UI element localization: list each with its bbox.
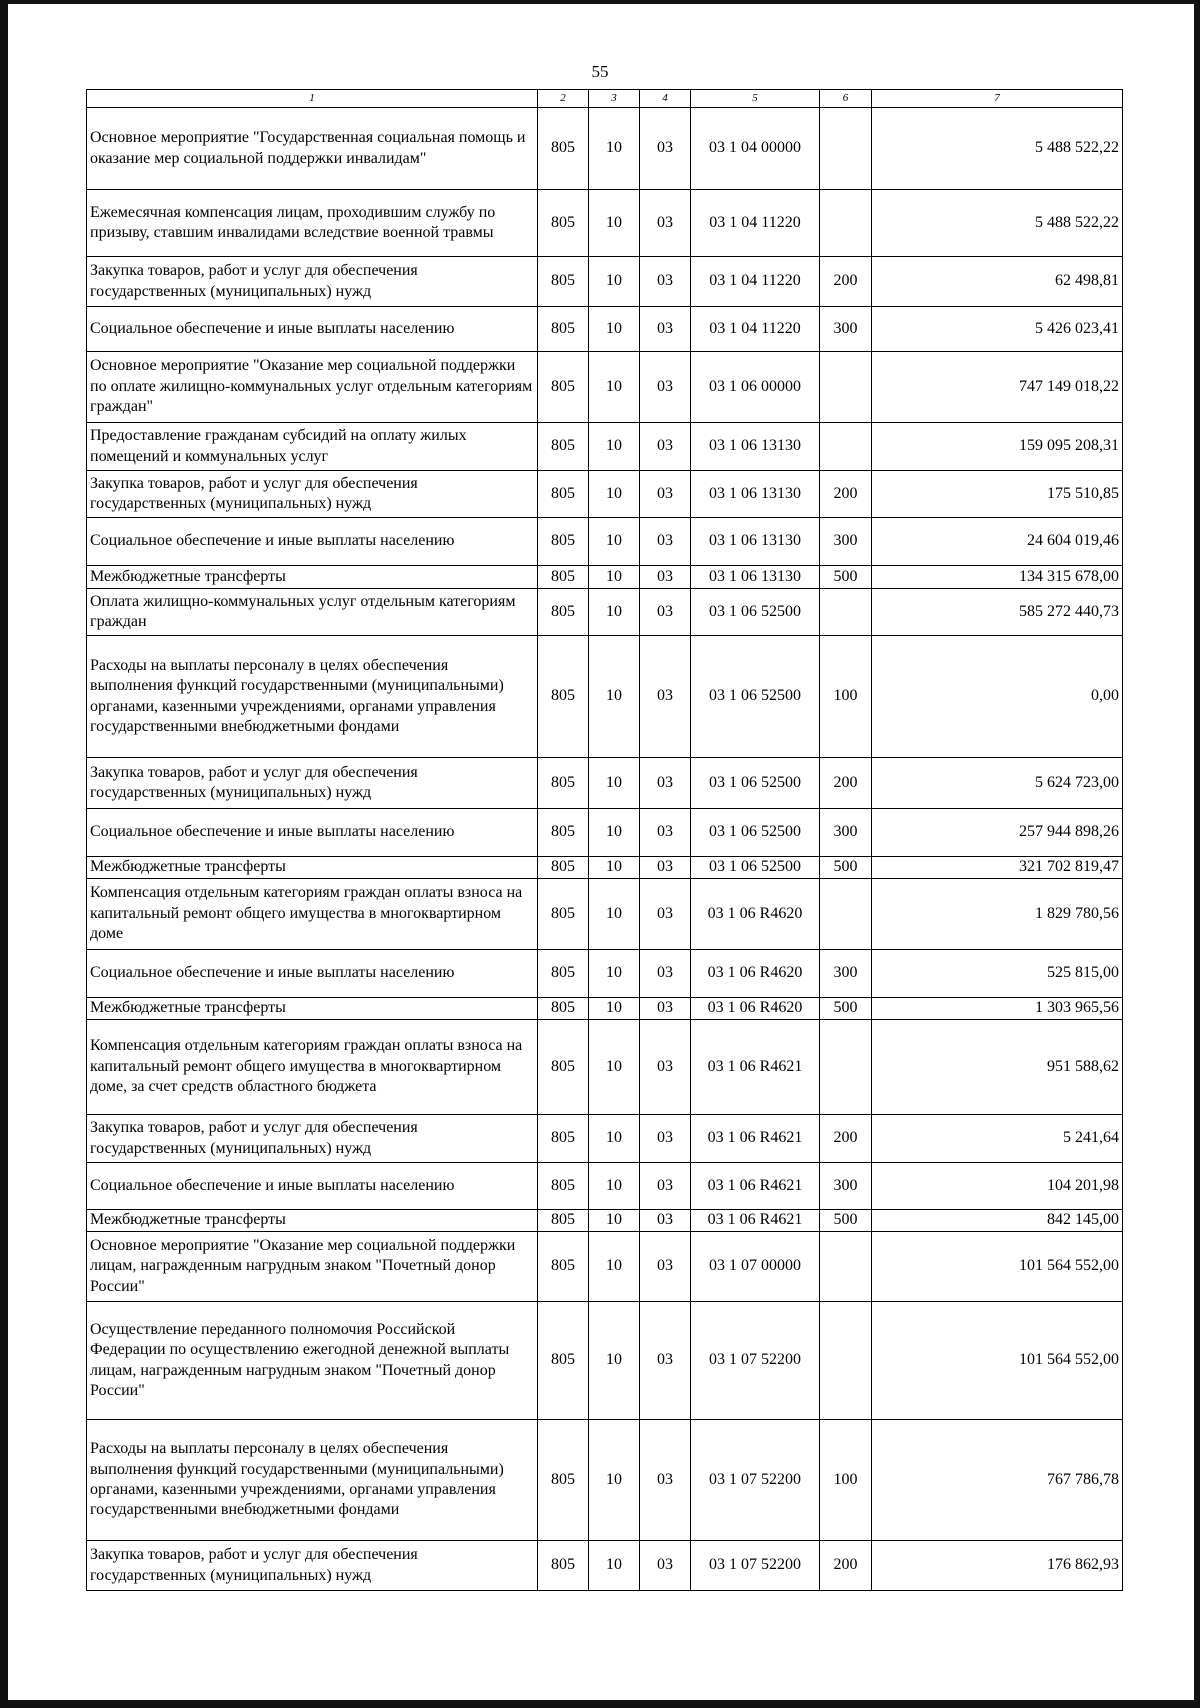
budget-table <box>86 89 1123 1591</box>
cell-col-5: 03 1 06 R4621 <box>691 1115 820 1163</box>
cell-col-4: 03 <box>640 1232 691 1302</box>
cell-col-4: 03 <box>640 857 691 879</box>
cell-amount: 62 498,81 <box>872 257 1123 307</box>
table-row <box>87 589 1123 636</box>
cell-amount: 101 564 552,00 <box>872 1302 1123 1420</box>
cell-col-4: 03 <box>640 1302 691 1420</box>
cell-col-3: 10 <box>589 636 640 758</box>
cell-col-4: 03 <box>640 423 691 471</box>
cell-col-6: 200 <box>820 758 872 809</box>
row-description: Социальное обеспечение и иные выплаты населению <box>87 1163 538 1210</box>
cell-col-2: 805 <box>538 471 589 518</box>
cell-col-2: 805 <box>538 307 589 352</box>
cell-col-6: 200 <box>820 471 872 518</box>
cell-col-2: 805 <box>538 1163 589 1210</box>
table-row <box>87 636 1123 758</box>
cell-col-5: 03 1 04 11220 <box>691 257 820 307</box>
cell-col-3: 10 <box>589 1541 640 1591</box>
cell-col-2: 805 <box>538 423 589 471</box>
cell-col-4: 03 <box>640 636 691 758</box>
cell-col-3: 10 <box>589 998 640 1020</box>
cell-col-2: 805 <box>538 857 589 879</box>
cell-col-6: 300 <box>820 809 872 857</box>
row-description: Ежемесячная компенсация лицам, проходившим службу по призыву, ставшим инвалидами вследствие военной травмы <box>87 190 538 257</box>
cell-amount: 24 604 019,46 <box>872 518 1123 566</box>
table-row <box>87 1302 1123 1420</box>
cell-col-4: 03 <box>640 108 691 190</box>
table-row <box>87 1210 1123 1232</box>
cell-col-6: 300 <box>820 950 872 998</box>
cell-amount: 1 829 780,56 <box>872 879 1123 950</box>
cell-col-4: 03 <box>640 1210 691 1232</box>
cell-col-4: 03 <box>640 589 691 636</box>
cell-col-5: 03 1 06 R4620 <box>691 879 820 950</box>
table-row <box>87 1541 1123 1591</box>
table-row <box>87 518 1123 566</box>
cell-col-3: 10 <box>589 1163 640 1210</box>
cell-col-6 <box>820 589 872 636</box>
row-description: Социальное обеспечение и иные выплаты населению <box>87 307 538 352</box>
cell-amount: 842 145,00 <box>872 1210 1123 1232</box>
table-row <box>87 1115 1123 1163</box>
cell-col-2: 805 <box>538 879 589 950</box>
cell-col-5: 03 1 06 13130 <box>691 423 820 471</box>
row-description: Основное мероприятие "Оказание мер социальной поддержки лицам, награжденным нагрудным знаком "Почетный донор России" <box>87 1232 538 1302</box>
row-description: Закупка товаров, работ и услуг для обеспечения государственных (муниципальных) нужд <box>87 471 538 518</box>
table-row <box>87 809 1123 857</box>
cell-col-4: 03 <box>640 1541 691 1591</box>
cell-amount: 101 564 552,00 <box>872 1232 1123 1302</box>
cell-col-5: 03 1 06 R4620 <box>691 998 820 1020</box>
cell-col-6: 300 <box>820 307 872 352</box>
row-description: Оплата жилищно-коммунальных услуг отдельным категориям граждан <box>87 589 538 636</box>
cell-col-6: 300 <box>820 1163 872 1210</box>
cell-col-3: 10 <box>589 809 640 857</box>
row-description: Основное мероприятие "Оказание мер социальной поддержки по оплате жилищно-коммунальных услуг отдельным категориям граждан" <box>87 352 538 423</box>
cell-col-3: 10 <box>589 1420 640 1541</box>
cell-amount: 747 149 018,22 <box>872 352 1123 423</box>
cell-col-5: 03 1 04 00000 <box>691 108 820 190</box>
cell-col-3: 10 <box>589 471 640 518</box>
cell-col-5: 03 1 07 52200 <box>691 1541 820 1591</box>
cell-col-5: 03 1 06 R4620 <box>691 950 820 998</box>
cell-col-5: 03 1 06 52500 <box>691 636 820 758</box>
row-description: Межбюджетные трансферты <box>87 857 538 879</box>
table-row <box>87 758 1123 809</box>
col-header-4: 4 <box>640 90 691 108</box>
cell-col-4: 03 <box>640 1115 691 1163</box>
cell-col-4: 03 <box>640 950 691 998</box>
row-description: Осуществление переданного полномочия Российской Федерации по осуществлению ежегодной денежной выплаты лицам, награжденным нагрудным знаком "Почетный донор России" <box>87 1302 538 1420</box>
cell-col-6: 500 <box>820 1210 872 1232</box>
cell-col-2: 805 <box>538 998 589 1020</box>
cell-col-5: 03 1 06 R4621 <box>691 1163 820 1210</box>
cell-col-5: 03 1 06 13130 <box>691 566 820 589</box>
cell-col-4: 03 <box>640 1163 691 1210</box>
cell-col-5: 03 1 06 52500 <box>691 809 820 857</box>
cell-col-6 <box>820 1302 872 1420</box>
cell-amount: 1 303 965,56 <box>872 998 1123 1020</box>
table-row <box>87 307 1123 352</box>
cell-col-2: 805 <box>538 190 589 257</box>
cell-col-3: 10 <box>589 857 640 879</box>
cell-col-4: 03 <box>640 518 691 566</box>
cell-col-4: 03 <box>640 307 691 352</box>
cell-col-4: 03 <box>640 566 691 589</box>
cell-col-4: 03 <box>640 190 691 257</box>
cell-col-6 <box>820 190 872 257</box>
row-description: Закупка товаров, работ и услуг для обеспечения государственных (муниципальных) нужд <box>87 257 538 307</box>
cell-col-3: 10 <box>589 879 640 950</box>
cell-col-5: 03 1 06 00000 <box>691 352 820 423</box>
row-description: Межбюджетные трансферты <box>87 998 538 1020</box>
table-row <box>87 423 1123 471</box>
cell-col-3: 10 <box>589 307 640 352</box>
cell-col-2: 805 <box>538 1302 589 1420</box>
cell-col-4: 03 <box>640 257 691 307</box>
cell-col-3: 10 <box>589 108 640 190</box>
cell-col-2: 805 <box>538 1420 589 1541</box>
header-row <box>87 90 1123 108</box>
table-row <box>87 566 1123 589</box>
cell-col-5: 03 1 07 52200 <box>691 1302 820 1420</box>
cell-col-6: 100 <box>820 1420 872 1541</box>
cell-col-4: 03 <box>640 809 691 857</box>
cell-col-2: 805 <box>538 1115 589 1163</box>
cell-col-6: 200 <box>820 1541 872 1591</box>
row-description: Расходы на выплаты персоналу в целях обеспечения выполнения функций государственными (муниципальными) органами, казенными учреждениями, органами управления государственными внебюджетными фондами <box>87 1420 538 1541</box>
row-description: Межбюджетные трансферты <box>87 1210 538 1232</box>
table-row <box>87 257 1123 307</box>
cell-col-4: 03 <box>640 758 691 809</box>
table-row <box>87 879 1123 950</box>
cell-col-3: 10 <box>589 1210 640 1232</box>
row-description: Компенсация отдельным категориям граждан оплаты взноса на капитальный ремонт общего имущества в многоквартирном доме, за счет средств областного бюджета <box>87 1020 538 1115</box>
cell-col-6: 100 <box>820 636 872 758</box>
cell-col-2: 805 <box>538 758 589 809</box>
cell-col-4: 03 <box>640 879 691 950</box>
cell-col-3: 10 <box>589 190 640 257</box>
row-description: Закупка товаров, работ и услуг для обеспечения государственных (муниципальных) нужд <box>87 758 538 809</box>
cell-col-3: 10 <box>589 1302 640 1420</box>
page-number: 55 <box>591 62 609 81</box>
cell-col-4: 03 <box>640 352 691 423</box>
cell-col-6 <box>820 1020 872 1115</box>
row-description: Компенсация отдельным категориям граждан оплаты взноса на капитальный ремонт общего имущества в многоквартирном доме <box>87 879 538 950</box>
cell-amount: 951 588,62 <box>872 1020 1123 1115</box>
cell-col-2: 805 <box>538 1541 589 1591</box>
cell-col-3: 10 <box>589 352 640 423</box>
row-description: Межбюджетные трансферты <box>87 566 538 589</box>
cell-col-4: 03 <box>640 1420 691 1541</box>
cell-amount: 0,00 <box>872 636 1123 758</box>
cell-col-2: 805 <box>538 809 589 857</box>
cell-col-4: 03 <box>640 998 691 1020</box>
cell-col-3: 10 <box>589 518 640 566</box>
cell-col-2: 805 <box>538 566 589 589</box>
cell-col-6: 500 <box>820 998 872 1020</box>
cell-col-3: 10 <box>589 1232 640 1302</box>
table-row <box>87 108 1123 190</box>
col-header-7: 7 <box>872 90 1123 108</box>
cell-amount: 5 241,64 <box>872 1115 1123 1163</box>
cell-col-2: 805 <box>538 518 589 566</box>
cell-amount: 134 315 678,00 <box>872 566 1123 589</box>
cell-col-6 <box>820 1232 872 1302</box>
table-row <box>87 1232 1123 1302</box>
row-description: Социальное обеспечение и иные выплаты населению <box>87 518 538 566</box>
row-description: Социальное обеспечение и иные выплаты населению <box>87 950 538 998</box>
cell-col-4: 03 <box>640 471 691 518</box>
cell-amount: 767 786,78 <box>872 1420 1123 1541</box>
row-description: Закупка товаров, работ и услуг для обеспечения государственных (муниципальных) нужд <box>87 1115 538 1163</box>
cell-col-5: 03 1 06 R4621 <box>691 1020 820 1115</box>
row-description: Закупка товаров, работ и услуг для обеспечения государственных (муниципальных) нужд <box>87 1541 538 1591</box>
table-row <box>87 1020 1123 1115</box>
cell-col-3: 10 <box>589 257 640 307</box>
cell-col-2: 805 <box>538 108 589 190</box>
cell-col-6 <box>820 108 872 190</box>
col-header-3: 3 <box>589 90 640 108</box>
table-row <box>87 471 1123 518</box>
cell-amount: 5 488 522,22 <box>872 108 1123 190</box>
cell-col-6: 300 <box>820 518 872 566</box>
cell-amount: 104 201,98 <box>872 1163 1123 1210</box>
cell-col-3: 10 <box>589 758 640 809</box>
row-description: Расходы на выплаты персоналу в целях обеспечения выполнения функций государственными (муниципальными) органами, казенными учреждениями, органами управления государственными внебюджетными фондами <box>87 636 538 758</box>
cell-col-6: 500 <box>820 857 872 879</box>
table-row <box>87 857 1123 879</box>
cell-col-5: 03 1 06 13130 <box>691 471 820 518</box>
cell-amount: 5 426 023,41 <box>872 307 1123 352</box>
cell-col-5: 03 1 06 52500 <box>691 758 820 809</box>
table-row <box>87 190 1123 257</box>
col-header-6: 6 <box>820 90 872 108</box>
row-description: Социальное обеспечение и иные выплаты населению <box>87 809 538 857</box>
table-row <box>87 998 1123 1020</box>
cell-col-2: 805 <box>538 352 589 423</box>
cell-col-5: 03 1 07 00000 <box>691 1232 820 1302</box>
cell-col-2: 805 <box>538 1020 589 1115</box>
table-row <box>87 1163 1123 1210</box>
table-row <box>87 1420 1123 1541</box>
cell-amount: 257 944 898,26 <box>872 809 1123 857</box>
cell-col-5: 03 1 06 52500 <box>691 589 820 636</box>
cell-col-5: 03 1 07 52200 <box>691 1420 820 1541</box>
table-row <box>87 352 1123 423</box>
cell-col-4: 03 <box>640 1020 691 1115</box>
cell-amount: 585 272 440,73 <box>872 589 1123 636</box>
cell-col-2: 805 <box>538 1232 589 1302</box>
col-header-2: 2 <box>538 90 589 108</box>
cell-col-6 <box>820 879 872 950</box>
cell-col-6: 200 <box>820 257 872 307</box>
cell-col-6 <box>820 423 872 471</box>
cell-col-2: 805 <box>538 636 589 758</box>
col-header-5: 5 <box>691 90 820 108</box>
cell-amount: 5 488 522,22 <box>872 190 1123 257</box>
cell-col-6: 200 <box>820 1115 872 1163</box>
cell-col-5: 03 1 04 11220 <box>691 190 820 257</box>
cell-col-3: 10 <box>589 1115 640 1163</box>
cell-col-3: 10 <box>589 589 640 636</box>
row-description: Основное мероприятие "Государственная социальная помощь и оказание мер социальной поддержки инвалидам" <box>87 108 538 190</box>
cell-col-2: 805 <box>538 1210 589 1232</box>
cell-col-3: 10 <box>589 423 640 471</box>
row-description: Предоставление гражданам субсидий на оплату жилых помещений и коммунальных услуг <box>87 423 538 471</box>
cell-col-2: 805 <box>538 257 589 307</box>
cell-amount: 175 510,85 <box>872 471 1123 518</box>
cell-col-5: 03 1 06 R4621 <box>691 1210 820 1232</box>
cell-col-3: 10 <box>589 1020 640 1115</box>
cell-amount: 159 095 208,31 <box>872 423 1123 471</box>
cell-col-5: 03 1 04 11220 <box>691 307 820 352</box>
cell-col-6 <box>820 352 872 423</box>
cell-col-3: 10 <box>589 566 640 589</box>
cell-col-5: 03 1 06 13130 <box>691 518 820 566</box>
cell-amount: 321 702 819,47 <box>872 857 1123 879</box>
cell-amount: 5 624 723,00 <box>872 758 1123 809</box>
cell-col-2: 805 <box>538 589 589 636</box>
col-header-1: 1 <box>87 90 538 108</box>
table-row <box>87 950 1123 998</box>
cell-col-2: 805 <box>538 950 589 998</box>
cell-col-3: 10 <box>589 950 640 998</box>
cell-col-6: 500 <box>820 566 872 589</box>
cell-amount: 176 862,93 <box>872 1541 1123 1591</box>
cell-amount: 525 815,00 <box>872 950 1123 998</box>
cell-col-5: 03 1 06 52500 <box>691 857 820 879</box>
